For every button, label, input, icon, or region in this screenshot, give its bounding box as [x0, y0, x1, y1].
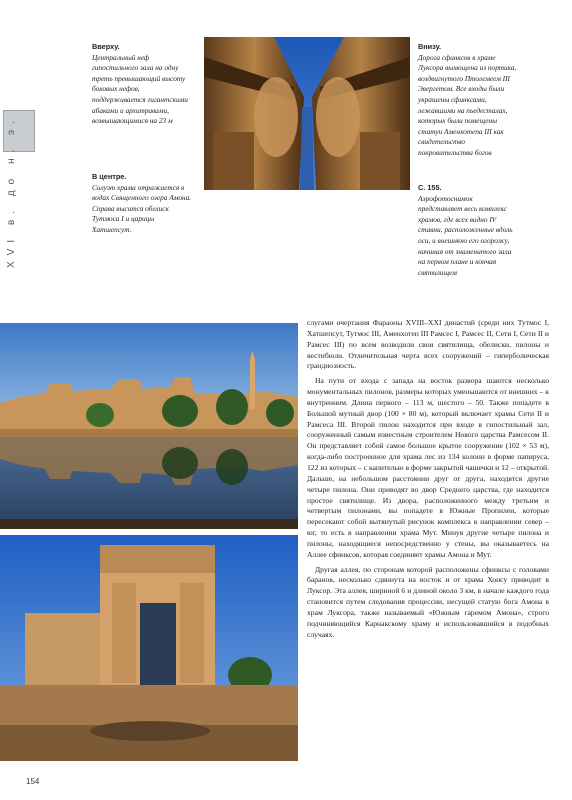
caption-center-left: [92, 172, 192, 236]
caption-title: С. 155.: [418, 183, 442, 192]
body-paragraph: слугами очертания Фараоны XVIII–XXI династий (среди них Тутмос I, Хатшепсут, Тутмос III, Аменхотеп III Рамсес I, Рамсес II, Сети I, Сети II и Рамсес III) по всем возводили свои святилища, обелиски, пилоны и вестибюли. Отличительная черта всех сооружений – гиперболическая грандиозность.: [307, 318, 549, 371]
article-body: [307, 318, 549, 644]
caption-right-bottom: [418, 183, 518, 278]
caption-title: Вверху.: [92, 42, 120, 51]
chapter-era-label: XVI в. до н. э.: [6, 115, 17, 268]
page-number: 154: [26, 777, 40, 786]
caption-top-left: [92, 42, 190, 127]
caption-text: Центральный неф гипостильного зала на одну треть превышающий высоту боковых нефов, поддерживается гигантскими абаками и архитравами, возвышающимися на 23 м: [92, 52, 188, 126]
caption-text: Аэрофотоснимок представляет весь комплекс храмов, где всех видно IV ставни, расположенные вдоль оси, и внешнюю его огорожу, начиная от знаменитого зала на первом плане и кончая святилищем: [418, 193, 513, 277]
caption-right-top: [418, 42, 518, 159]
temple-gate-photo: [0, 535, 298, 761]
body-paragraph: На пути от входа с запада на восток развора шаются несколько монументальных пилонов, размеры которых уменьшаются от внешних – к внутренним. Длина первого – 113 м, шестого – 50. Также попадете в Большой мутный двор (100 × 80 м), который включает храмы Сети II и Рамсеса III. Второй пилон находится при входе в гипостильный зал, сооруженный самым известным строителем Нового царства Рамсесом II. Он представляет собой самое большое крытое сооружение (102 × 53 м), когда-либо построенное для храма лес из 134 колонн в форме папируса, 122 из которых – с капителью в форме закрытой чашечки и 12 – открытой. Дальше, на небольшом расстоянии друг от друга, находятся другие четыре пилона. Они приводят во двор Среднего царства, где находится простое святилище. Из двора, расположенного между третьим и четвертым пилонами, вы попадете в Южные Пропилеи, которые пересекают собой вытянутый рисунок комплекса в направлении север – юг, то есть в направлении храма Мут. Минуя другие четыре пилона и пилоны, находящиеся непосредственно у стены, вы оказываетесь на Аллее сфинксов, которая соединяет храмы Амона и Мут.: [307, 376, 549, 559]
caption-text: Дорога сфинксов в храме Луксора вымощена из портика, воздвигнутого Птолемеем III Эвергетом. Все входы были украшены сфинксами, лежавшими на пьедесталах, которых были помещены статуи Аменхотепа III как свидетельство покровительства богов: [418, 52, 517, 157]
body-paragraph: Другая аллея, по сторонам которой расположены сфинксы с головами баранов, несколько сдвинута на восток и от храма Хонсу приводит в Луксор. Эта аллея, шириной 6 и длиной около 3 км, в начале каждого года становится путем следования процессии, несущей статую бога Амона в храм Луксора, также называемый «Южным гаремом Амона», строго подчиняющийся Карнакскому храму и использовавшийся в подобных случаях.: [307, 564, 549, 639]
hypostyle-hall-photo: [204, 37, 410, 190]
sacred-lake-photo: [0, 323, 298, 529]
caption-title: В центре.: [92, 172, 127, 181]
caption-text: Силуэт храма отражается в водах Священного озера Амона. Справа высится обелиск Тутмоса I и царицы Хатшепсут.: [92, 182, 192, 234]
caption-title: Внизу.: [418, 42, 442, 51]
